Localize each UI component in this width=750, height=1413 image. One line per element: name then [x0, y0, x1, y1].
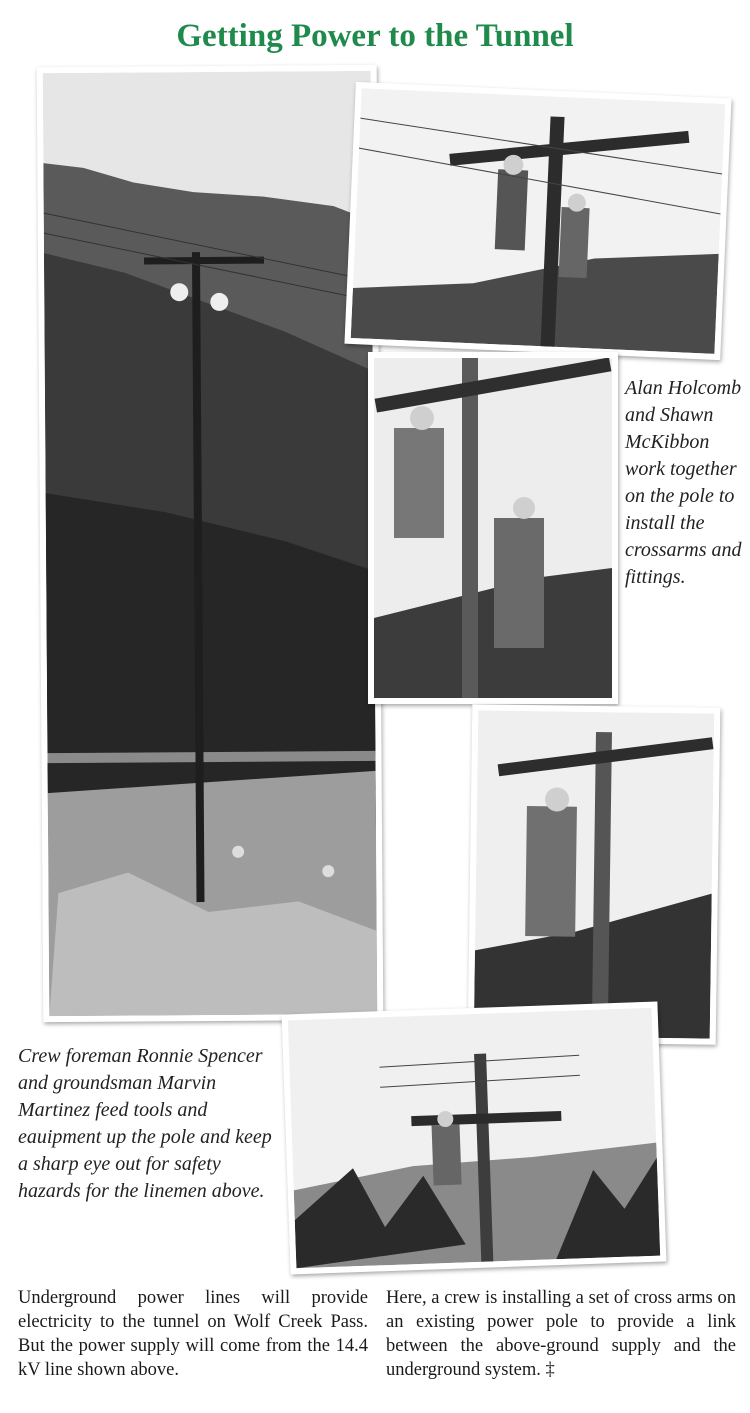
body-paragraph-2: Here, a crew is installing a set of cross arms on an existing power pole to provide a link between the above-ground supply and the underground system. ‡ — [386, 1288, 736, 1380]
photo-lineman-right-image — [474, 710, 715, 1038]
photo-crew-bottom-image — [288, 1008, 660, 1269]
photo-linemen-closeup-image — [374, 358, 612, 698]
page-title: Getting Power to the Tunnel — [176, 18, 574, 54]
body-column-2 — [386, 1286, 736, 1382]
photo-crossarm-top — [344, 82, 731, 360]
body-column-1 — [18, 1286, 368, 1382]
photo-crew-bottom — [282, 1002, 667, 1275]
photo-crossarm-top-image — [351, 88, 726, 354]
photo-linemen-closeup — [368, 352, 618, 704]
caption-ground-crew: Crew foreman Ronnie Spencer and groundsman Marvin Martinez feed tools and eauipment up the pole and keep a sharp eye out for safety hazards for the linemen above. — [18, 1045, 272, 1202]
photo-tall-pole — [37, 65, 384, 1022]
photo-tall-pole-image — [43, 71, 378, 1016]
photo-lineman-right — [468, 704, 721, 1044]
caption-linemen: Alan Holcomb and Shawn McKibbon work together on the pole to install the crossarms and fittings. — [625, 377, 742, 588]
body-paragraph-1: Underground power lines will provide electricity to the tunnel on Wolf Creek Pass. But the power supply will come from the 14.4 kV line shown above. — [18, 1288, 368, 1380]
